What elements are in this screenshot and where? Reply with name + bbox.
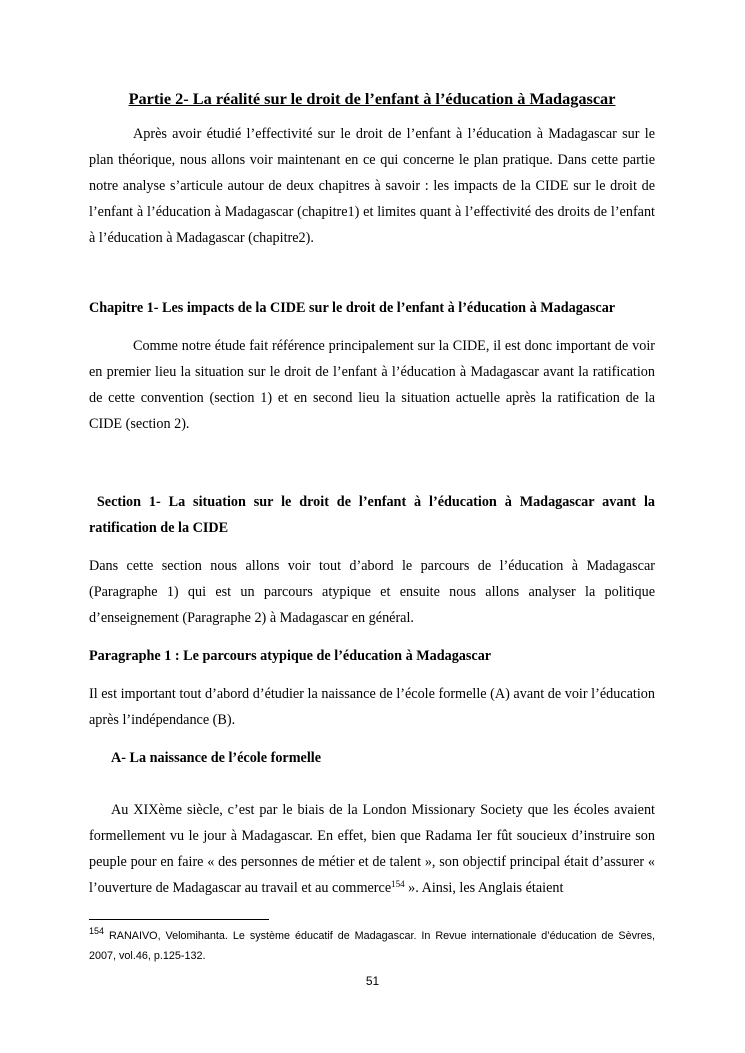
section-1-heading xyxy=(89,489,655,541)
intro-paragraph: Après avoir étudié l’effectivité sur le droit de l’enfant à l’éducation à Madagascar sur le plan théorique, nous allons voir maintenant en ce qui concerne le plan pratique. Dans cette partie notre analyse s’articule autour de deux chapitres à savoir : les impacts de la CIDE sur le droit de l’enfant à l’éducation à Madagascar (chapitre1) et limites quant à l’effectivité des droits de l’enfant à l’éducation à Madagascar (chapitre2). xyxy=(89,126,655,246)
footnote xyxy=(89,926,655,966)
footnote-separator xyxy=(89,919,269,920)
subsection-a-heading: A- La naissance de l’école formelle xyxy=(111,750,321,766)
subsection-a-text: Au XIXème siècle, c’est par le biais de la London Missionary Society que les écoles avaient formellement vu le jour à Madagascar. En effet, bien que Radama Ier fût soucieux d’instruire son peuple pour en faire « des personnes de métier et de talent », son objectif principal était d’assurer « l’ouverture de Madagascar au travail et au commerce xyxy=(89,802,655,896)
page-content xyxy=(89,87,655,901)
part-title: Partie 2- La réalité sur le droit de l’enfant à l’éducation à Madagascar xyxy=(128,89,616,108)
section-1-paragraph: Dans cette section nous allons voir tout d’abord le parcours de l’éducation à Madagascar (Paragraphe 1) qui est un parcours atypique et ensuite nous allons analyser la politique d’enseignement (Paragraphe 2) à Madagascar en général. xyxy=(89,558,655,626)
footnote-reference: 154 xyxy=(391,879,405,889)
footnote-text: RANAIVO, Velomihanta. Le système éducatif de Madagascar. In Revue internationale d’éducation de Sèvres, 2007, vol.46, p.125-132. xyxy=(89,930,655,962)
subsection-a-paragraph xyxy=(89,797,655,901)
footnote-number: 154 xyxy=(89,926,105,936)
chapter-1-paragraph: Comme notre étude fait référence principalement sur la CIDE, il est donc important de voir en premier lieu la situation sur le droit de l’enfant à l’éducation à Madagascar avant la ratification de cette convention (section 1) et en second lieu la situation actuelle après la ratification de la CIDE (section 2). xyxy=(89,338,655,432)
subsection-a-text-continued: ». Ainsi, les Anglais étaient xyxy=(404,880,564,896)
page-number: 51 xyxy=(365,974,380,988)
paragraph-1-text: Il est important tout d’abord d’étudier la naissance de l’école formelle (A) avant de voir l’éducation après l’indépendance (B). xyxy=(89,686,655,728)
paragraph-1-heading: Paragraphe 1 : Le parcours atypique de l’éducation à Madagascar xyxy=(89,648,492,664)
chapter-1-heading: Chapitre 1- Les impacts de la CIDE sur le droit de l’enfant à l’éducation à Madagascar xyxy=(89,300,616,316)
section-1-heading-text: Section 1- La situation sur le droit de l’enfant à l’éducation à Madagascar avant la ratification de la CIDE xyxy=(89,494,656,536)
